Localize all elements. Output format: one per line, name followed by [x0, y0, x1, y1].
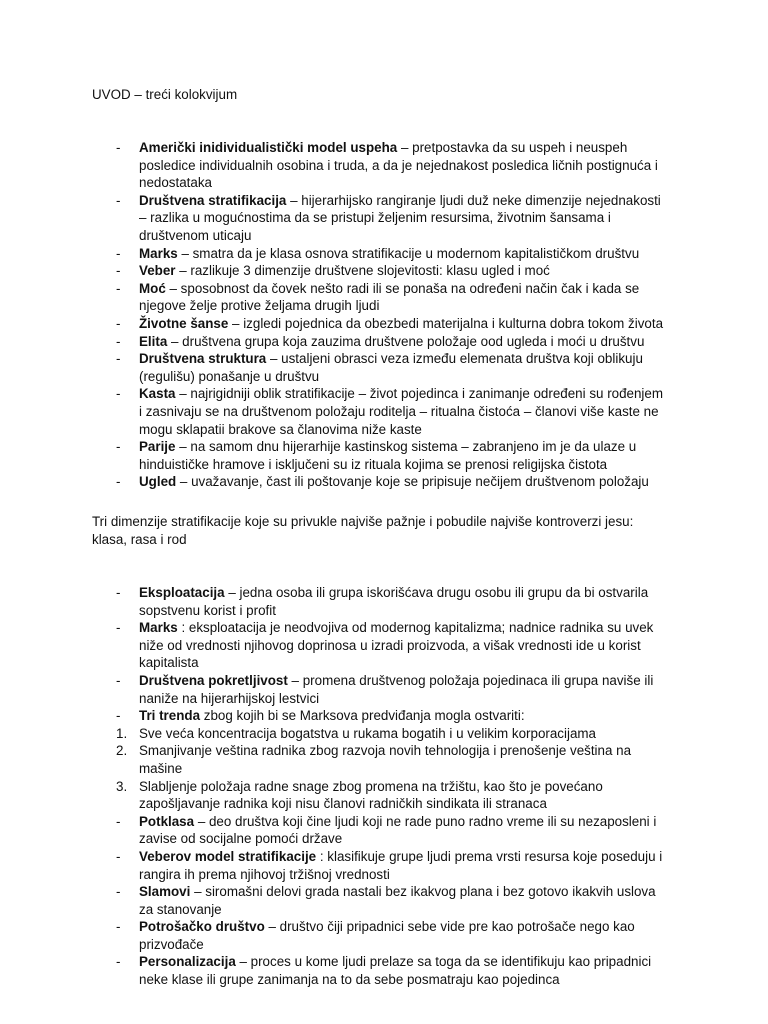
term-label: Kasta — [139, 386, 176, 402]
term-label: Potrošačko društvo — [139, 919, 265, 935]
definitions-list-2 — [0, 584, 768, 989]
term-label: Slamovi — [139, 884, 191, 900]
list-marker: 3. — [116, 778, 128, 794]
list-marker: - — [116, 848, 121, 864]
definition-text: – promena društvenog položaja pojedinaca ili grupa naviše ili naniže na hijerarhijskoj lestvici — [139, 672, 654, 706]
definition-text: zbog kojih bi se Marksova predviđanja mogla ostvariti: — [200, 708, 525, 724]
definition-text: : eksploatacija je neodvojiva od modernog kapitalizma; nadnice radnika su uvek niže od vrednosti njihovog doprinosa u izradi proizvoda, a višak vrednosti ide u korist kapitalista — [139, 620, 654, 671]
term-label: Ugled — [139, 474, 177, 490]
list-marker: - — [116, 708, 121, 724]
term-label: Personalizacija — [139, 954, 236, 970]
list-marker: - — [116, 954, 121, 970]
list-marker: - — [116, 813, 121, 829]
intro-paragraph: Tri dimenzije stratifikacije koje su privukle najviše pažnje i pobudile najviše kontroverzi jesu: klasa, rasa i rod — [92, 514, 634, 547]
term-label: Društvena stratifikacija — [139, 192, 287, 208]
list-marker: - — [116, 315, 121, 331]
definition-text: – hijerarhijsko rangiranje ljudi duž neke dimenzije nejednakosti – razlika u mogućnostima da se pristupi željenim resursima, životnim šansama i društvenom uticaju — [139, 192, 661, 243]
definition-text: Smanjivanje veština radnika zbog razvoja novih tehnologija i prenošenje veština na mašine — [139, 743, 632, 776]
definition-text: : klasifikuje grupe ljudi prema vrsti resursa koje poseduju i rangira ih prema njihovoj tržišnoj vrednosti — [139, 848, 663, 882]
list-marker: - — [116, 474, 121, 490]
list-item — [0, 333, 768, 351]
list-item — [0, 385, 768, 438]
definition-text: – pretpostavka da su uspeh i neuspeh posledice individualnih osobina i truda, a da je nejednakost posledica ličnih postignuća i nedostataka — [139, 140, 658, 191]
list-marker: - — [116, 140, 121, 155]
definition-text: – deo društva koji čine ljudi koji ne rade puno radno vreme ili su nezaposleni i zavise od socijalne pomoći države — [139, 813, 657, 847]
list-item — [0, 918, 768, 953]
list-item — [0, 584, 768, 619]
list-item — [0, 245, 768, 263]
term-label: Tri trenda — [139, 708, 201, 724]
term-label: Marks — [139, 620, 178, 636]
term-label: Parije — [139, 439, 176, 455]
list-item — [0, 672, 768, 707]
definition-text: Sve veća koncentracija bogatstva u rukama bogatih i u velikim korporacijama — [139, 725, 596, 741]
list-item — [0, 262, 768, 280]
term-label: Društvena pokretljivost — [139, 672, 288, 688]
list-item — [0, 192, 768, 245]
term-label: Eksploatacija — [139, 585, 225, 600]
list-item — [0, 350, 768, 385]
list-item — [0, 707, 768, 725]
list-marker: - — [116, 351, 121, 367]
definition-text: – na samom dnu hijerarhije kastinskog sistema – zabranjeno im je da ulaze u hinduističke hramove i isključeni su iz rituala kojima se prenosi religijska čistota — [139, 439, 637, 472]
page-title: UVOD – treći kolokvijum — [92, 87, 238, 102]
list-marker: - — [116, 439, 121, 455]
definition-text: – razlikuje 3 dimenzije društvene slojevitosti: klasu ugled i moć — [175, 263, 550, 279]
definition-text: – sposobnost da čovek nešto radi ili se ponaša na određeni način čak i kada se njegove želje protive željama drugih ljudi — [139, 280, 640, 314]
list-marker: - — [116, 386, 121, 402]
list-marker: - — [116, 333, 121, 349]
term-label: Društvena struktura — [139, 351, 267, 367]
list-item — [0, 725, 768, 743]
list-marker: - — [116, 280, 121, 296]
list-item — [0, 139, 768, 192]
list-item — [0, 883, 768, 918]
list-item — [0, 813, 768, 848]
list-marker: - — [116, 245, 121, 261]
definition-text: – najrigidniji oblik stratifikacije – život pojedinca i zanimanje određeni su rođenjem i zasnivaju se na društvenom položaju roditelja – ritualna čistoća – članovi više kaste ne mogu sklapatii brakove sa članovima niže kaste — [139, 386, 664, 437]
list-marker: - — [116, 672, 121, 688]
definition-text: Slabljenje položaja radne snage zbog promena na tržištu, kao što je povećano zapošljavanje radnika koji nisu članovi radničkih sindikata ili stranaca — [139, 778, 603, 812]
list-marker: - — [116, 919, 121, 935]
definition-text: – društvena grupa koja zauzima društvene položaje ood ugleda i moći u društvu — [167, 333, 645, 349]
list-marker: 1. — [116, 725, 128, 741]
term-label: Marks — [139, 245, 178, 261]
list-item — [0, 473, 768, 491]
term-label: Životne šanse — [139, 315, 229, 331]
term-label: Moć — [139, 280, 166, 296]
definition-text: – izgledi pojednica da obezbedi materijalna i kulturna dobra tokom života — [228, 315, 664, 331]
definition-text: – ustaljeni obrasci veza između elemenata društva koji oblikuju (regulišu) ponašanje u društvu — [139, 351, 643, 384]
list-item — [0, 280, 768, 315]
list-marker: - — [116, 192, 121, 208]
list-marker: - — [116, 620, 121, 636]
list-item — [0, 438, 768, 473]
list-marker: - — [116, 585, 121, 600]
term-label: Potklasa — [139, 813, 195, 829]
list-marker: - — [116, 884, 121, 900]
definition-text: – uvažavanje, čast ili poštovanje koje se pripisuje nečijem društvenom položaju — [176, 474, 649, 490]
list-item — [0, 778, 768, 813]
definition-text: – smatra da je klasa osnova stratifikacije u modernom kapitalističkom društvu — [177, 245, 640, 261]
definition-text: – proces u kome ljudi prelaze sa toga da se identifikuju kao pripadnici neke klase ili grupe zanimanja na to da sebe posmatraju kao pojedinca — [139, 954, 652, 988]
list-item — [0, 953, 768, 988]
term-label: Elita — [139, 333, 168, 349]
list-item — [0, 619, 768, 672]
definitions-list-1 — [0, 139, 768, 491]
definition-text: – siromašni delovi grada nastali bez ikakvog plana i bez gotovo ikakvih uslova za stanovanje — [139, 884, 656, 917]
list-marker: 2. — [116, 743, 128, 759]
definition-text: – društvo čiji pripadnici sebe vide pre kao potrošače nego kao prizvođače — [139, 919, 635, 952]
list-item — [0, 848, 768, 883]
term-label: Veber — [139, 263, 176, 279]
term-label: Američki inidividualistički model uspeha — [139, 140, 398, 155]
list-item — [0, 315, 768, 333]
list-item — [0, 742, 768, 777]
list-marker: - — [116, 263, 121, 279]
term-label: Veberov model stratifikacije — [139, 848, 317, 864]
definition-text: – jedna osoba ili grupa iskorišćava drugu osobu ili grupu da bi ostvarila sopstvenu korist i profit — [139, 585, 649, 618]
